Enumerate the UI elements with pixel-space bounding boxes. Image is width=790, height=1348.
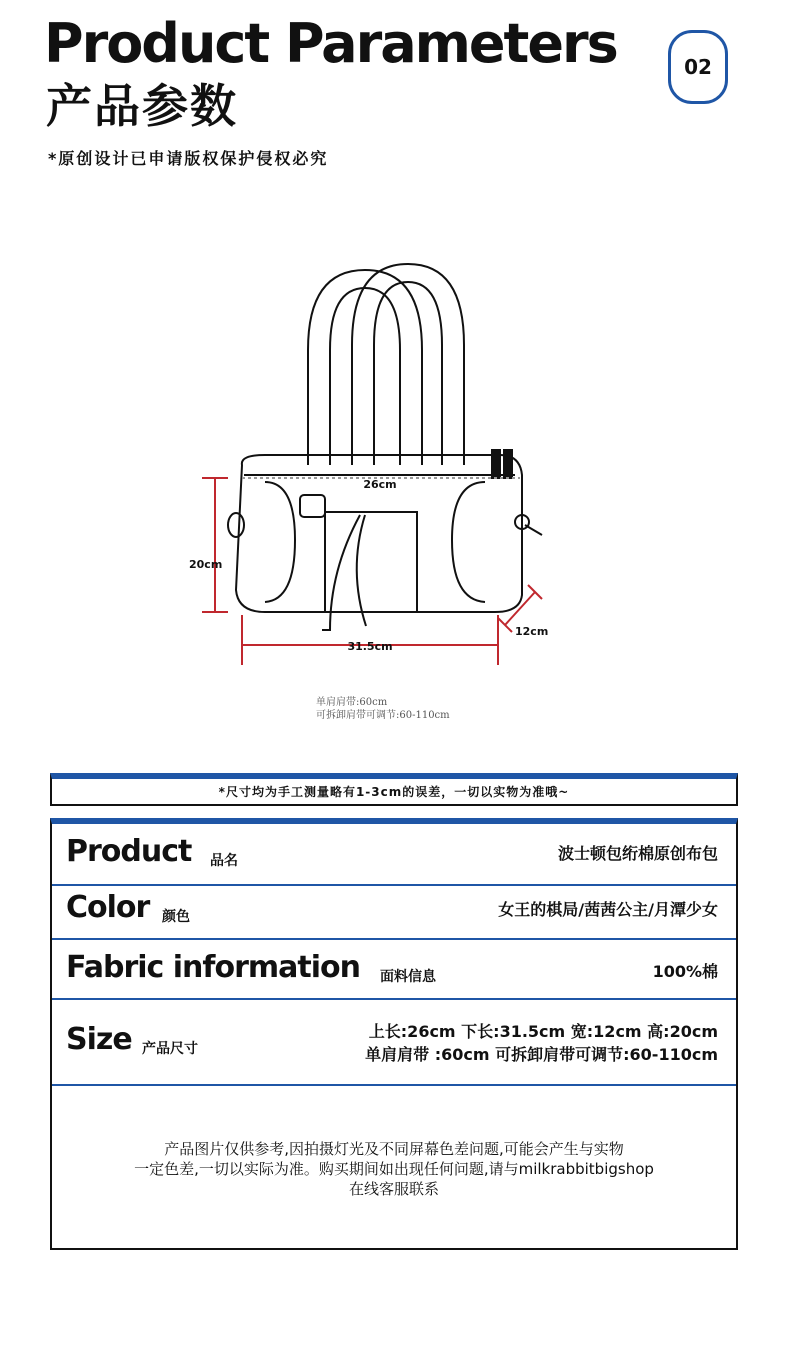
- strap-note-detachable: 可拆卸肩带可调节:60-110cm: [316, 710, 450, 721]
- spec-value: [365, 1020, 718, 1066]
- dim-depth: 12cm: [515, 625, 549, 638]
- page-title-cn: 产品参数: [46, 79, 238, 133]
- spec-row-size: [52, 998, 736, 1086]
- copyright-notice: *原创设计已申请版权保护侵权必究: [48, 149, 329, 168]
- spec-label-cn: 品名: [210, 853, 238, 869]
- bag-handles: [308, 264, 464, 465]
- measurement-disclaimer: *尺寸均为手工测量略有1-3cm的误差，一切以实物为准哦~: [50, 773, 738, 806]
- spec-label-en: Color: [66, 890, 150, 925]
- notice-line: 在线客服联系: [348, 1180, 439, 1198]
- spec-label-cn: 面料信息: [380, 969, 436, 985]
- dimension-lines: [202, 478, 542, 665]
- spec-value: 女王的棋局/茜茜公主/月潭少女: [498, 900, 718, 919]
- spec-label-cn: 颜色: [162, 909, 190, 925]
- notice-line: 一定色差,一切以实际为准。购买期间如出现任何问题,请与milkrabbitbigshop: [134, 1160, 654, 1178]
- spec-value: 波士顿包绗棉原创布包: [557, 844, 718, 863]
- spec-value: 100%棉: [652, 962, 718, 981]
- spec-table: [50, 818, 738, 1250]
- strap-note-single: 单肩肩带:60cm: [316, 697, 388, 708]
- spec-value-line: 上长:26cm 下长:31.5cm 宽:12cm 高:20cm: [368, 1022, 718, 1041]
- dim-height: 20cm: [189, 558, 223, 571]
- spec-label-en: Fabric information: [66, 950, 360, 985]
- spec-row-product: [52, 824, 736, 886]
- spec-label-en: Product: [66, 834, 192, 869]
- page-title-en: Product Parameters: [44, 12, 617, 75]
- bag-diagram: [170, 250, 590, 680]
- dim-top-width: 26cm: [363, 478, 397, 491]
- spec-row-color: [52, 884, 736, 940]
- page-number-badge: 02: [668, 30, 728, 104]
- dim-bottom-width: 31.5cm: [347, 640, 393, 653]
- spec-label-en: Size: [66, 1022, 132, 1057]
- spec-label-cn: 产品尺寸: [142, 1041, 198, 1057]
- notice-line: 产品图片仅供参考,因拍摄灯光及不同屏幕色差问题,可能会产生与实物: [164, 1140, 624, 1158]
- strap-note: [316, 696, 450, 722]
- spec-row-fabric: [52, 938, 736, 1000]
- color-difference-notice: [52, 1139, 736, 1199]
- spec-value-line: 单肩肩带 :60cm 可拆卸肩带可调节:60-110cm: [365, 1045, 718, 1064]
